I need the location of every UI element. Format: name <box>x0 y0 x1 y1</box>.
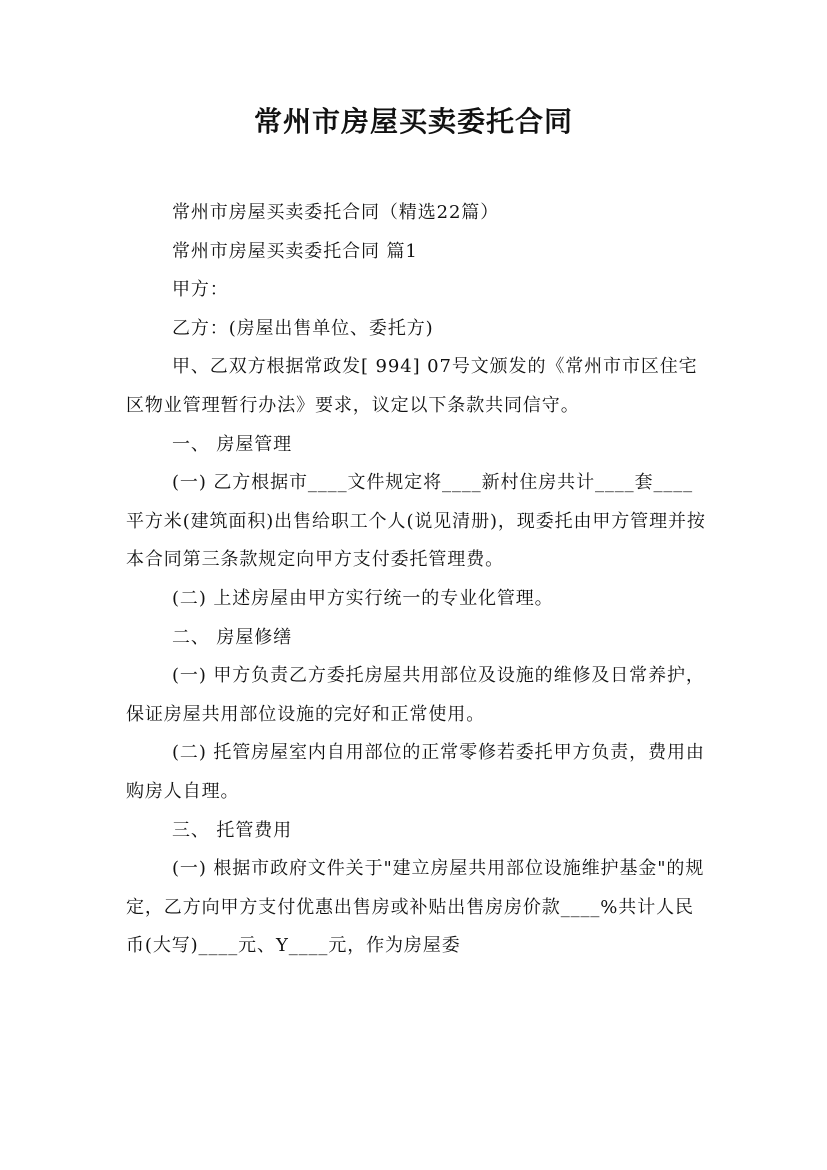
paragraph-contract-heading: 常州市房屋买卖委托合同 篇1 <box>172 240 418 262</box>
paragraph-fees-1: (一) 根据市政府文件关于"建立房屋共用部位设施维护基金"的规定，乙方向甲方支付优惠出售房或补贴出售房房价款____%共计人民币(大写)____元、Y____元，作为房屋委 <box>126 858 705 957</box>
paragraph-preamble: 甲、乙双方根据常政发[ 994] 07号文颁发的《常州市市区住宅区物业管理暂行办法》要求，议定以下条款共同信守。 <box>126 356 698 416</box>
document-title: 常州市房屋买卖委托合同 <box>253 105 573 138</box>
paragraph-repair-1: (一) 甲方负责乙方委托房屋共用部位及设施的维修及日常养护，保证房屋共用部位设施的完好和正常使用。 <box>126 665 705 725</box>
section-heading-fees: 三、 托管费用 <box>172 819 293 841</box>
section-heading-management: 一、 房屋管理 <box>172 433 293 455</box>
document-body <box>126 194 706 966</box>
paragraph-subtitle: 常州市房屋买卖委托合同（精选22篇） <box>172 202 500 223</box>
paragraph-management-1: (一) 乙方根据市____文件规定将____新村住房共计____套____平方米(建筑面积)出售给职工个人(说见清册)，现委托由甲方管理并按本合同第三条款规定向甲方支付委托管理费。 <box>126 472 706 571</box>
paragraph-party-b: 乙方：(房屋出售单位、委托方) <box>172 317 434 339</box>
paragraph-party-a: 甲方： <box>172 279 229 301</box>
paragraph-management-2: (二) 上述房屋由甲方实行统一的专业化管理。 <box>172 587 554 609</box>
section-heading-repair: 二、 房屋修缮 <box>172 626 293 648</box>
paragraph-repair-2: (二) 托管房屋室内自用部位的正常零修若委托甲方负责，费用由购房人自理。 <box>126 742 705 802</box>
